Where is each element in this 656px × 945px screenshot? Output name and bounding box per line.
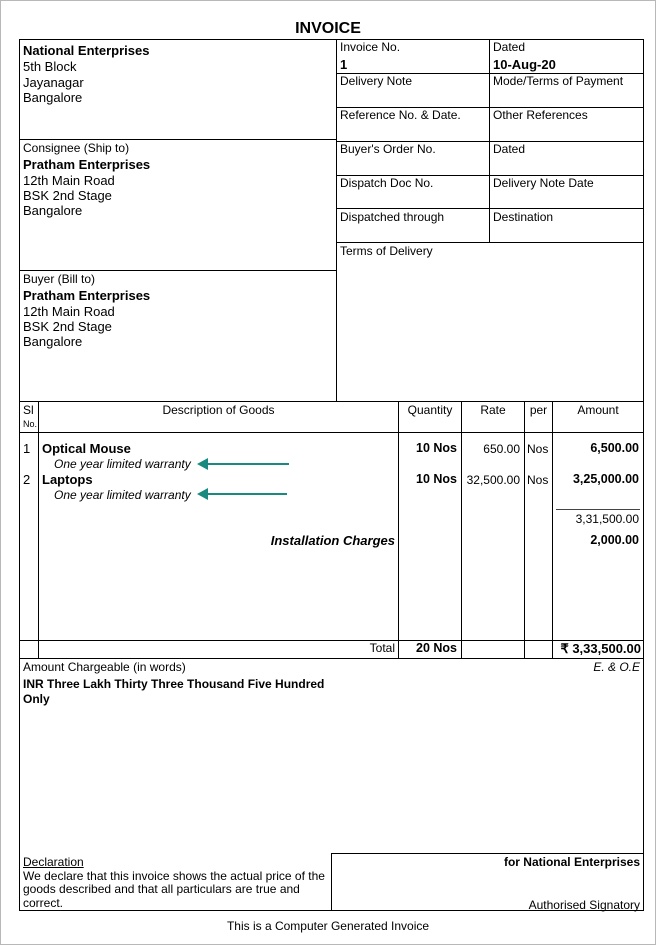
buyer-address-1: 12th Main Road [23, 304, 115, 319]
col-desc [398, 401, 399, 658]
declaration-line-3: correct. [23, 896, 64, 910]
col-qty [461, 401, 462, 658]
delivery-note-date-label: Delivery Note Date [493, 176, 594, 190]
invoice-no-label: Invoice No. [340, 40, 401, 54]
installation-label: Installation Charges [270, 533, 395, 548]
seller-address-3: Bangalore [23, 90, 83, 105]
header-amount: Amount [577, 403, 619, 417]
total-amount: ₹ 3,33,500.00 [560, 641, 641, 656]
reference-label: Reference No. & Date. [340, 108, 461, 122]
seller-name: National Enterprises [23, 43, 150, 58]
dispatch-doc-label: Dispatch Doc No. [340, 176, 434, 190]
item-2-note: One year limited warranty [54, 488, 191, 502]
border-right [643, 39, 644, 910]
buyer-label: Buyer (Bill to) [23, 272, 96, 286]
dated-label: Dated [493, 40, 526, 54]
dispatched-through-label: Dispatched through [340, 210, 445, 224]
declaration-line-2: goods described and that all particulars are true and [23, 882, 300, 896]
installation-amount: 2,000.00 [590, 533, 639, 547]
arrow-shaft-1 [206, 463, 289, 465]
consignee-name: Pratham Enterprises [23, 157, 151, 172]
invoice-no-value: 1 [340, 57, 348, 72]
subtotal-rule [556, 509, 640, 510]
item-2-name: Laptops [42, 472, 93, 487]
consignee-address-1: 12th Main Road [23, 173, 115, 188]
amount-words-line-2: Only [23, 692, 50, 706]
total-label: Total [369, 641, 395, 655]
item-1-sl: 1 [23, 441, 31, 456]
table-header-bottom [19, 432, 644, 433]
col-sl [38, 401, 39, 658]
item-1-per: Nos [527, 442, 549, 456]
signatory-left [331, 853, 332, 910]
header-per: per [529, 403, 548, 417]
for-company-label: for National Enterprises [503, 855, 640, 869]
item-1-rate: 650.00 [483, 442, 520, 456]
consignee-address-3: Bangalore [23, 203, 83, 218]
table-bottom [19, 658, 644, 659]
seller-address-1: 5th Block [23, 59, 77, 74]
header-no: No. [23, 419, 38, 429]
header-description: Description of Goods [162, 403, 275, 417]
amount-words-label: Amount Chargeable (in words) [23, 660, 186, 674]
item-1-note: One year limited warranty [54, 457, 191, 471]
header-sl: Sl [23, 403, 34, 417]
buyer-address-3: Bangalore [23, 334, 83, 349]
authorised-signatory-label: Authorised Signatory [528, 898, 640, 912]
border-left [19, 39, 20, 910]
meta-row-5 [336, 208, 643, 209]
dated-value: 10-Aug-20 [493, 57, 556, 72]
table-top [19, 401, 644, 402]
divider-seller-consignee [19, 139, 336, 140]
col-per [552, 401, 553, 658]
seller-address-2: Jayanagar [23, 75, 84, 90]
col-rate [524, 401, 525, 658]
declaration-line-1: We declare that this invoice shows the actual price of the [23, 869, 325, 883]
other-references-label: Other References [493, 108, 588, 122]
total-quantity: 20 Nos [416, 641, 457, 655]
item-2-quantity: 10 Nos [416, 472, 457, 486]
signatory-top [331, 853, 644, 854]
terms-of-delivery-label: Terms of Delivery [340, 244, 433, 258]
mode-terms-label: Mode/Terms of Payment [493, 74, 624, 88]
item-1-name: Optical Mouse [42, 441, 131, 456]
destination-label: Destination [493, 210, 554, 224]
consignee-label: Consignee (Ship to) [23, 141, 130, 155]
item-2-amount: 3,25,000.00 [572, 472, 639, 486]
item-2-rate: 32,500.00 [466, 473, 520, 487]
subtotal-amount: 3,31,500.00 [575, 512, 639, 526]
arrow-shaft-2 [206, 493, 287, 495]
header-quantity: Quantity [407, 403, 453, 417]
amount-words-line-1: INR Three Lakh Thirty Three Thousand Five Hundred [23, 677, 325, 691]
divider-consignee-buyer [19, 270, 336, 271]
declaration-label: Declaration [23, 855, 84, 869]
buyer-address-2: BSK 2nd Stage [23, 319, 112, 334]
eoe-label: E. & O.E [593, 660, 640, 674]
order-dated-label: Dated [493, 142, 526, 156]
meta-row-6 [336, 242, 643, 243]
item-1-amount: 6,500.00 [590, 441, 639, 455]
buyers-order-label: Buyer's Order No. [340, 142, 436, 156]
buyer-name: Pratham Enterprises [23, 288, 151, 303]
divider-left-right [336, 39, 337, 401]
item-2-sl: 2 [23, 472, 31, 487]
item-2-per: Nos [527, 473, 549, 487]
header-rate: Rate [480, 403, 506, 417]
footer-note: This is a Computer Generated Invoice [226, 919, 430, 933]
delivery-note-label: Delivery Note [340, 74, 413, 88]
border-top [19, 39, 644, 40]
invoice-title: INVOICE [295, 20, 361, 37]
consignee-address-2: BSK 2nd Stage [23, 188, 112, 203]
item-1-quantity: 10 Nos [416, 441, 457, 455]
